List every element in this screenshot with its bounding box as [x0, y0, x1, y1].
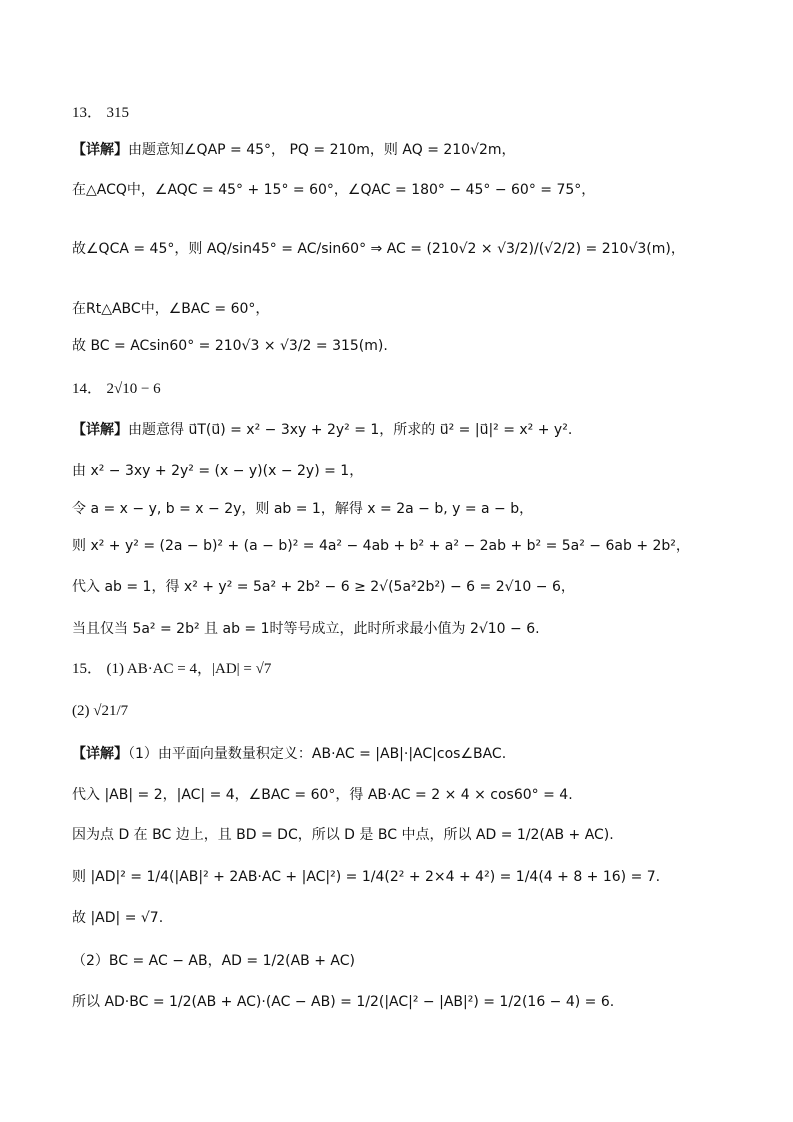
p14-line-1 — [72, 421, 572, 439]
p14-line-6 — [72, 620, 540, 638]
solution-text: 由 x² − 3xy + 2y² = (x − y)(x − 2y) = 1， — [72, 463, 364, 479]
p14-line-2 — [72, 462, 363, 480]
problem-number: 15． — [72, 661, 103, 677]
solution-text: 由题意得 u⃗T(u⃗) = x² − 3xy + 2y² = 1，所求的 u⃗² = |u⃗|² = x² + y². — [128, 422, 573, 438]
p14-line-4 — [72, 537, 690, 555]
problem-15-answer-2 — [72, 702, 128, 720]
solution-text: 则 x² + y² = (2a − b)² + (a − b)² = 4a² − 4ab + b² + a² − 2ab + b² = 5a² − 6ab + 2b²， — [72, 538, 690, 554]
p13-line-4 — [72, 300, 269, 318]
solution-text: 故 BC = ACsin60° = 210√3 × √3/2 = 315(m). — [72, 338, 388, 354]
solution-text: 令 a = x − y, b = x − 2y，则 ab = 1，解得 x = 2a − b, y = a − b， — [72, 501, 534, 517]
p13-line-5 — [72, 337, 388, 355]
problem-number: 13． — [72, 105, 103, 121]
solution-text: 由题意知∠QAP = 45°， PQ = 210m，则 AQ = 210√2m， — [128, 142, 516, 158]
p15-line-4 — [72, 868, 660, 886]
solution-text: 则 |AD|² = 1/4(|AB|² + 2AB·AC + |AC|²) = 1/4(2² + 2×4 + 4²) = 1/4(4 + 8 + 16) = 7. — [72, 869, 661, 885]
solution-text: 故 |AD| = √7. — [72, 910, 164, 926]
problem-15-heading — [72, 660, 271, 678]
p14-line-5 — [72, 578, 575, 596]
p15-line-1 — [72, 745, 506, 763]
solution-text: （1）由平面向量数量积定义：AB·AC = |AB|·|AC|cos∠BAC. — [128, 746, 507, 762]
problem-number: 14． — [72, 381, 103, 397]
problem-14-heading — [72, 380, 161, 398]
solution-text: 所以 AD·BC = 1/2(AB + AC)·(AC − AB) = 1/2(|AC|² − |AB|²) = 1/2(16 − 4) = 6. — [72, 994, 615, 1010]
p15-line-5 — [72, 909, 163, 927]
p15-line-7 — [72, 993, 614, 1011]
p13-line-1 — [72, 141, 516, 159]
p13-line-3 — [72, 240, 685, 258]
p13-line-2 — [72, 181, 595, 199]
detail-label: 【详解】 — [72, 746, 128, 762]
solution-text: 故∠QCA = 45°，则 AQ/sin45° = AC/sin60° ⇒ AC = (210√2 × √3/2)/(√2/2) = 210√3(m)， — [72, 241, 685, 257]
p14-line-3 — [72, 500, 533, 518]
problem-answer: (1) AB·AC = 4，|AD| = √7 — [106, 661, 272, 677]
solution-text: 当且仅当 5a² = 2b² 且 ab = 1时等号成立，此时所求最小值为 2√10 − 6. — [72, 621, 540, 637]
problem-answer: 315 — [106, 105, 129, 121]
problem-answer: (2) √21/7 — [72, 703, 129, 719]
solution-text: 在Rt△ABC中，∠BAC = 60°， — [72, 301, 270, 317]
problem-answer: 2√10 − 6 — [106, 381, 161, 397]
p15-line-6 — [72, 952, 355, 970]
solution-text: 代入 |AB| = 2，|AC| = 4，∠BAC = 60°，得 AB·AC = 2 × 4 × cos60° = 4. — [72, 787, 573, 803]
solution-text: 因为点 D 在 BC 边上，且 BD = DC，所以 D 是 BC 中点，所以 AD = 1/2(AB + AC). — [72, 827, 614, 843]
solution-text: 在△ACQ中，∠AQC = 45° + 15° = 60°，∠QAC = 180° − 45° − 60° = 75°， — [72, 182, 596, 198]
solution-text: （2）BC = AC − AB，AD = 1/2(AB + AC) — [72, 953, 355, 969]
problem-13-heading — [72, 104, 129, 122]
p15-line-2 — [72, 786, 573, 804]
solution-text: 代入 ab = 1，得 x² + y² = 5a² + 2b² − 6 ≥ 2√(5a²2b²) − 6 = 2√10 − 6， — [72, 579, 575, 595]
detail-label: 【详解】 — [72, 422, 128, 438]
p15-line-3 — [72, 826, 614, 844]
detail-label: 【详解】 — [72, 142, 128, 158]
